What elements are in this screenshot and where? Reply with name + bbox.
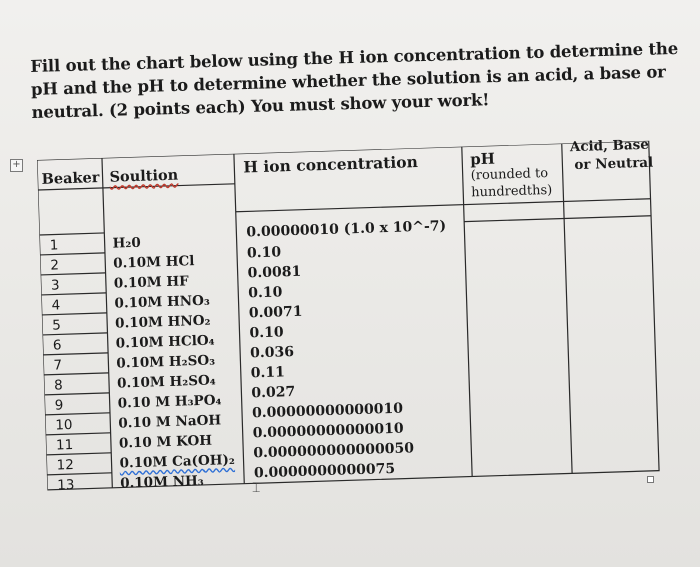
beaker-number: 4 bbox=[51, 297, 61, 314]
h-ion-value: 0.10 bbox=[249, 324, 284, 342]
solution-name: 0.10M HNO₂ bbox=[114, 312, 211, 332]
solution-name: H₂0 bbox=[112, 234, 141, 252]
beaker-number: 2 bbox=[50, 257, 60, 274]
header-ph: pH bbox=[469, 149, 496, 169]
h-ion-value: 0.0071 bbox=[248, 303, 303, 322]
beaker-number: 8 bbox=[53, 377, 63, 394]
beaker-number: 10 bbox=[55, 417, 73, 434]
beaker-number: 13 bbox=[56, 476, 75, 494]
resize-handle-icon[interactable] bbox=[647, 476, 654, 483]
header-solution: Soultion bbox=[109, 166, 179, 186]
solution-name: 0.10 M NaOH bbox=[118, 412, 222, 432]
solution-name: 0.10M NH₃ bbox=[119, 472, 204, 492]
text-cursor-icon: ⌶ bbox=[252, 480, 261, 496]
h-ion-value: 0.00000000000010 bbox=[251, 400, 404, 422]
h-ion-value: 0.11 bbox=[250, 364, 286, 382]
h-ion-value: 0.027 bbox=[251, 384, 296, 402]
beaker-number: 5 bbox=[51, 317, 62, 334]
solution-name: 0.10M H₂SO₃ bbox=[116, 352, 216, 372]
solution-name: 0.10 M KOH bbox=[118, 432, 213, 452]
header-ph-note-1: (rounded to bbox=[470, 165, 549, 184]
solution-name: 0.10 M H₃PO₄ bbox=[117, 392, 222, 412]
beaker-number: 1 bbox=[49, 237, 59, 254]
h-ion-value: 0.036 bbox=[249, 344, 295, 362]
h-ion-value: 0.10 bbox=[246, 244, 282, 262]
header-beaker: Beaker bbox=[41, 169, 100, 188]
solution-name: 0.10M HClO₄ bbox=[115, 332, 215, 352]
h-ion-value: 0.0000000000075 bbox=[253, 460, 396, 482]
h-ion-value: 0.0081 bbox=[247, 263, 302, 282]
solution-name: 0.10M HNO₃ bbox=[114, 292, 211, 312]
beaker-number: 6 bbox=[52, 337, 62, 354]
solution-name: 0.10M H₂SO₄ bbox=[116, 372, 216, 392]
beaker-number: 3 bbox=[50, 277, 60, 294]
h-ion-value: 0.000000000000050 bbox=[253, 440, 415, 462]
h-ion-value: 0.00000010 (1.0 x 10^-7) bbox=[246, 218, 447, 241]
header-type-1: Acid, Base bbox=[569, 136, 650, 156]
table-move-handle-icon[interactable]: + bbox=[10, 159, 23, 172]
h-ion-value: 0.00000000000010 bbox=[252, 420, 404, 442]
beaker-number: 7 bbox=[53, 357, 63, 374]
ph-table bbox=[37, 136, 677, 500]
header-h-ion: H ion concentration bbox=[243, 152, 419, 177]
header-ph-note-2: hundredths) bbox=[471, 182, 553, 201]
solution-name: 0.10M Ca(OH)₂ bbox=[119, 451, 235, 472]
instructions-text: Fill out the chart below using the H ion concentration to determine the pH and the pH to determine whether the solution is an acid, a base or neutral. (2 points each) You must show your work! bbox=[30, 38, 679, 122]
beaker-number: 12 bbox=[56, 456, 75, 474]
h-ion-value: 0.10 bbox=[248, 284, 283, 302]
solution-name: 0.10M HCl bbox=[113, 253, 195, 272]
beaker-number: 9 bbox=[54, 397, 64, 414]
beaker-number: 11 bbox=[55, 437, 74, 454]
solution-name: 0.10M HF bbox=[113, 273, 190, 292]
header-type-2: or Neutral bbox=[574, 154, 654, 174]
